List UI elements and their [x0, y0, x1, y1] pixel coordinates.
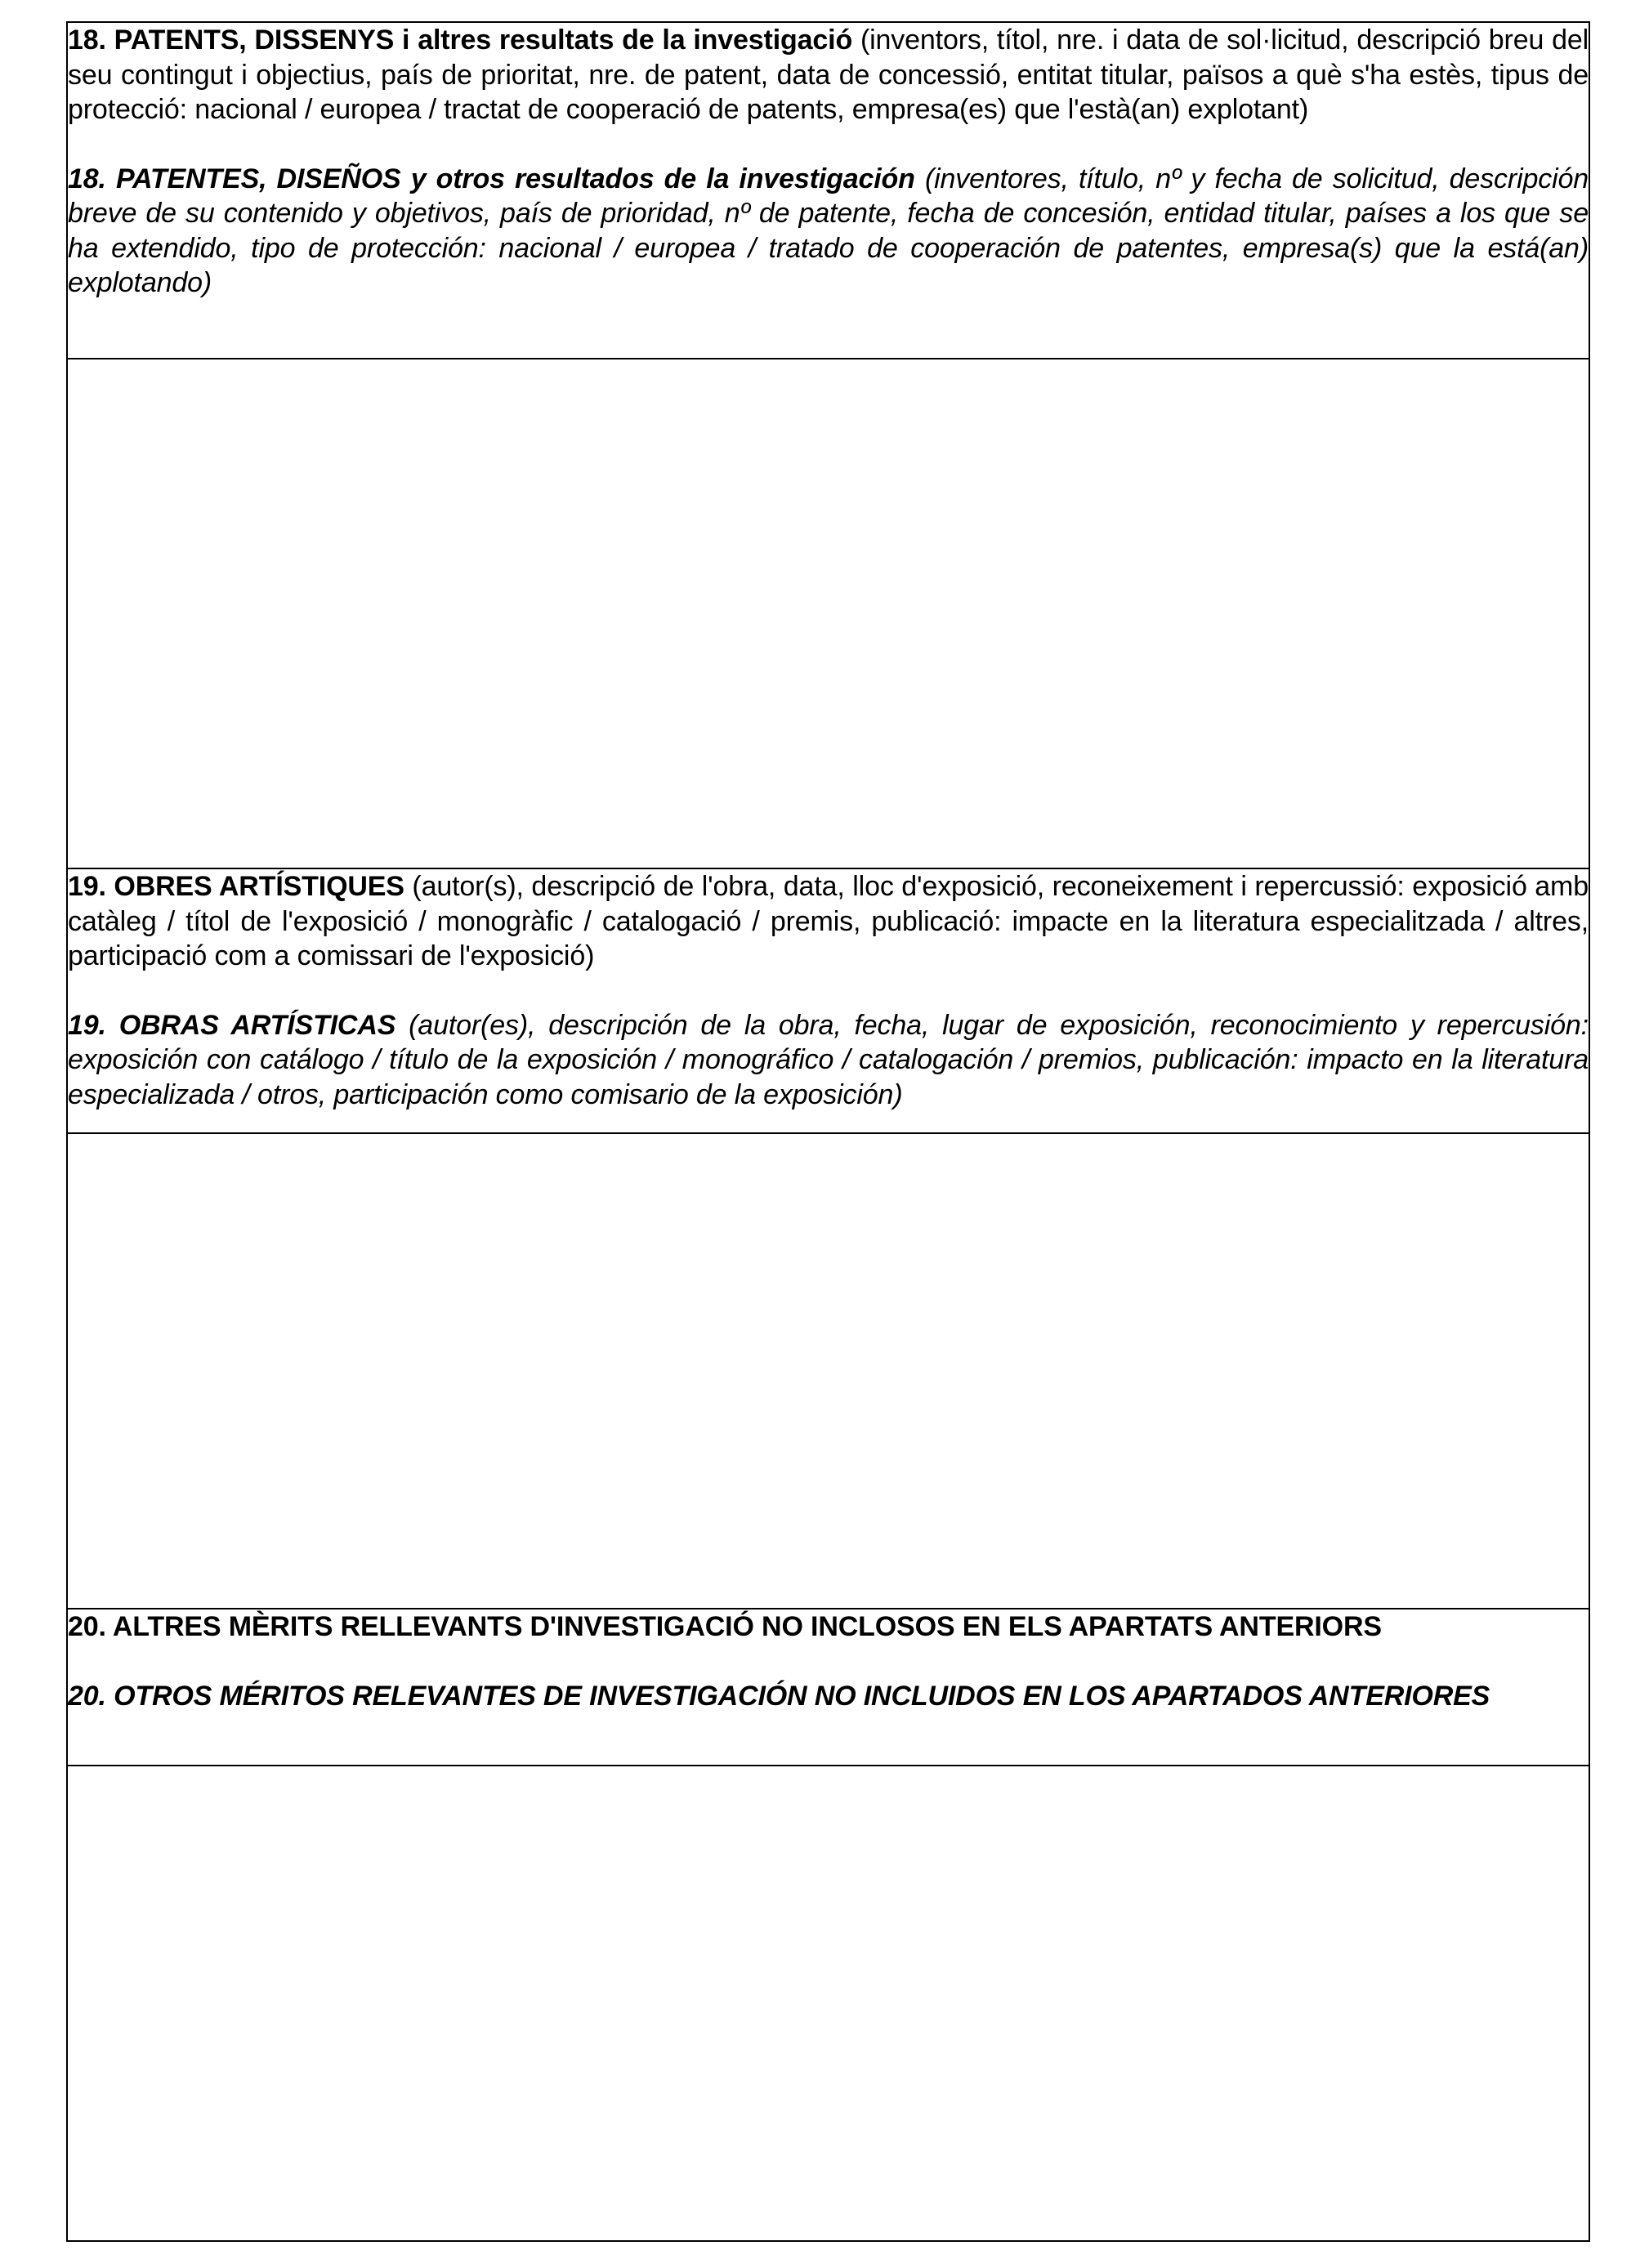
section-18-catalan-heading: [68, 23, 1589, 127]
section-19-spanish-title: 19. OBRAS ARTÍSTICAS: [68, 1009, 396, 1041]
section-18-answer-row: [67, 359, 1589, 868]
section-18-answer-box[interactable]: [67, 359, 1589, 868]
section-20-header-row: [67, 1609, 1589, 1766]
section-19-answer-box[interactable]: [67, 1133, 1589, 1609]
section-20-catalan-title: 20. ALTRES MÈRITS RELLEVANTS D'INVESTIGACIÓ NO INCLOSOS EN ELS APARTATS ANTERIORS: [68, 1611, 1382, 1642]
section-18-catalan-description: (inventors, títol, nre. i data de sol·licitud, descripció breu del seu contingut i objectius, país de prioritat, nre. de patent, data de concessió, entitat titular, països a què s'ha estès, tipus de protecció: nacional / europea / tractat de cooperació de patents, empresa(es) que l'està(an) explotant): [68, 25, 1589, 125]
section-19-catalan-title: 19. OBRES ARTÍSTIQUES: [68, 871, 404, 902]
section-20-header: [67, 1609, 1589, 1766]
section-18-spanish-heading: [68, 162, 1589, 301]
section-20-spanish-heading: [68, 1679, 1589, 1714]
section-18-spanish-title: 18. PATENTES, DISEÑOS y otros resultados de la investigación: [68, 163, 915, 194]
section-20-spanish-title: 20. OTROS MÉRITOS RELEVANTES DE INVESTIGACIÓN NO INCLUIDOS EN LOS APARTADOS ANTERIORES: [68, 1680, 1490, 1712]
section-19-catalan-description: (autor(s), descripció de l'obra, data, lloc d'exposició, reconeixement i repercussió: exposició amb catàleg / títol de l'exposició / monogràfic / catalogació / premis, publicació: impacte en la literatura especialitzada / altres, participació com a comissari de l'exposició): [68, 871, 1589, 971]
cv-form-table: [66, 21, 1590, 2242]
section-18-header: [67, 22, 1589, 359]
section-20-catalan-heading: [68, 1609, 1589, 1645]
section-19-answer-row: [67, 1133, 1589, 1609]
section-19-header-row: [67, 868, 1589, 1133]
section-19-header: [67, 868, 1589, 1133]
section-20-answer-row: [67, 1766, 1589, 2241]
section-18-catalan-title: 18. PATENTS, DISSENYS i altres resultats de la investigació: [68, 25, 853, 56]
section-18-spanish-description: (inventores, título, nº y fecha de solicitud, descripción breve de su contenido y objetivos, país de prioridad, nº de patente, fecha de concesión, entidad titular, países a los que se ha extendido, tipo de protección: nacional / europea / tratado de cooperación de patentes, empresa(s) que la está(an) explotando): [68, 163, 1589, 298]
section-18-header-row: [67, 22, 1589, 359]
section-19-spanish-heading: [68, 1008, 1589, 1113]
section-19-catalan-heading: [68, 869, 1589, 974]
section-19-spanish-description: (autor(es), descripción de la obra, fecha, lugar de exposición, reconocimiento y repercusión: exposición con catálogo / título de la exposición / monográfico / catalogación / premios, publicación: impacto en la literatura especializada / otros, participación como comisario de la exposición): [68, 1009, 1589, 1110]
section-20-answer-box[interactable]: [67, 1766, 1589, 2241]
